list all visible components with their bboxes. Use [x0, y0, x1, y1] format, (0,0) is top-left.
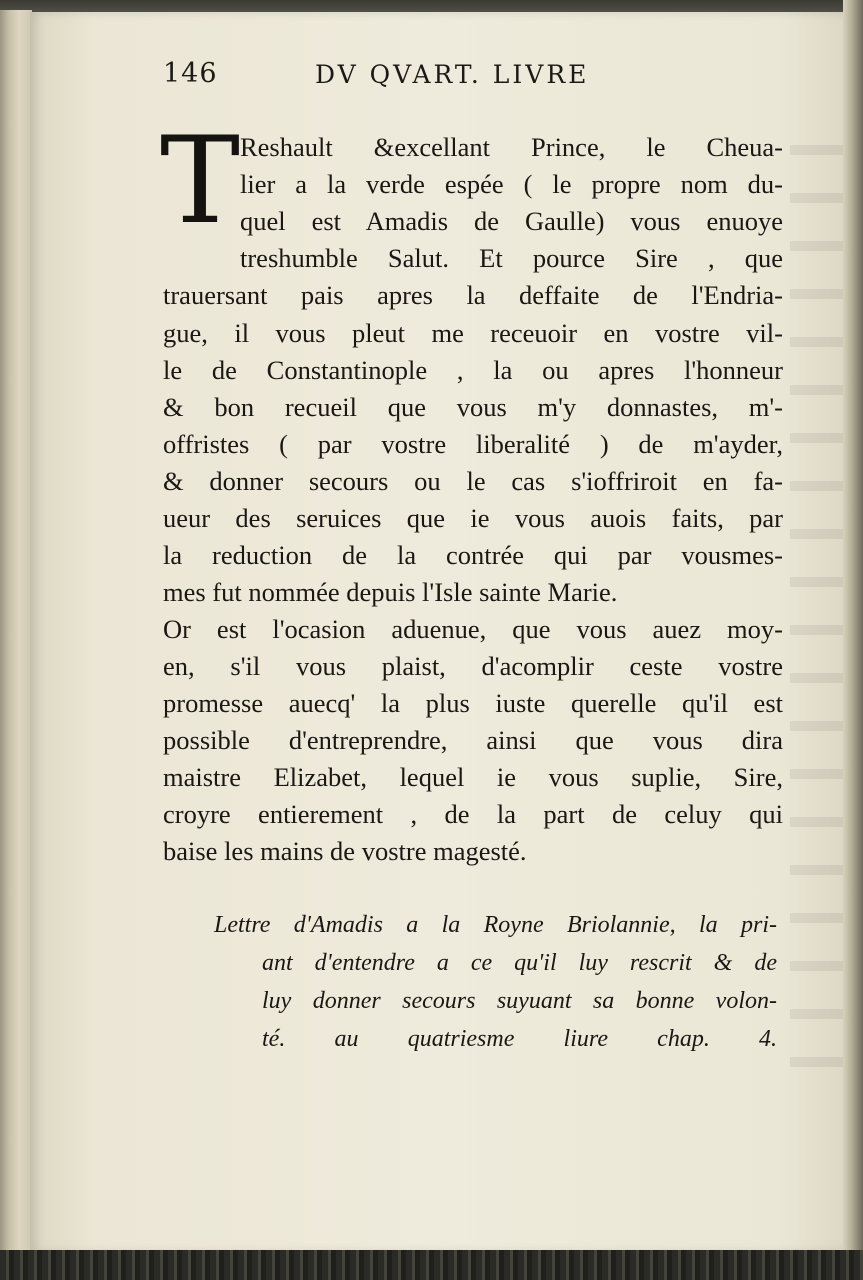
letter-line: le de Constantinople , la ou apres l'honneur [163, 355, 783, 385]
letter-line: treshumble Salut. Et pource Sire , que [240, 243, 783, 273]
letter-line: trauersant pais apres la deffaite de l'Endria- [163, 280, 783, 310]
caption-line: luy donner secours suyuant sa bonne volon- [262, 988, 777, 1014]
book-gutter [0, 10, 32, 1255]
letter-line: promesse auecq' la plus iuste querelle qu'il est [163, 688, 783, 718]
letter-line: possible d'entreprendre, ainsi que vous dira [163, 725, 783, 755]
caption-line: Lettre d'Amadis a la Royne Briolannie, la pri- [214, 912, 777, 938]
letter-line: quel est Amadis de Gaulle) vous enuoye [240, 206, 783, 236]
letter-line: maistre Elizabet, lequel ie vous suplie, Sire, [163, 762, 783, 792]
letter-line: croyre entierement , de la part de celuy qui [163, 799, 783, 829]
drop-cap: T [160, 112, 241, 251]
letter-line: & bon recueil que vous m'y donnastes, m'- [163, 392, 783, 422]
letter-line: en, s'il vous plaist, d'acomplir ceste vostre [163, 651, 783, 681]
letter-line: mes fut nommée depuis l'Isle sainte Marie. [163, 577, 618, 607]
letter-line: & donner secours ou le cas s'ioffriroit en fa- [163, 466, 783, 496]
letter-line: baise les mains de vostre magesté. [163, 836, 527, 866]
letter-line: Or est l'ocasion aduenue, que vous auez moy- [163, 614, 783, 644]
letter-line: la reduction de la contrée qui par vousmes- [163, 540, 783, 570]
caption-line: té. au quatriesme liure chap. 4. [262, 1026, 777, 1052]
page-number: 146 [163, 58, 218, 89]
page-edge [843, 0, 863, 1280]
letter-line: Reshault &excellant Prince, le Cheua- [240, 132, 783, 162]
letter-line: offristes ( par vostre liberalité ) de m'ayder, [163, 429, 783, 459]
scan-background-bottom [0, 1250, 863, 1280]
caption-line: ant d'entendre a ce qu'il luy rescrit & de [262, 950, 777, 976]
running-title: DV QVART. LIVRE [315, 60, 590, 89]
letter-line: lier a la verde espée ( le propre nom du- [240, 169, 783, 199]
page-header [163, 58, 783, 98]
letter-line: gue, il vous pleut me receuoir en vostre vil- [163, 318, 783, 348]
letter-line: ueur des seruices que ie vous auois faits, par [163, 503, 783, 533]
